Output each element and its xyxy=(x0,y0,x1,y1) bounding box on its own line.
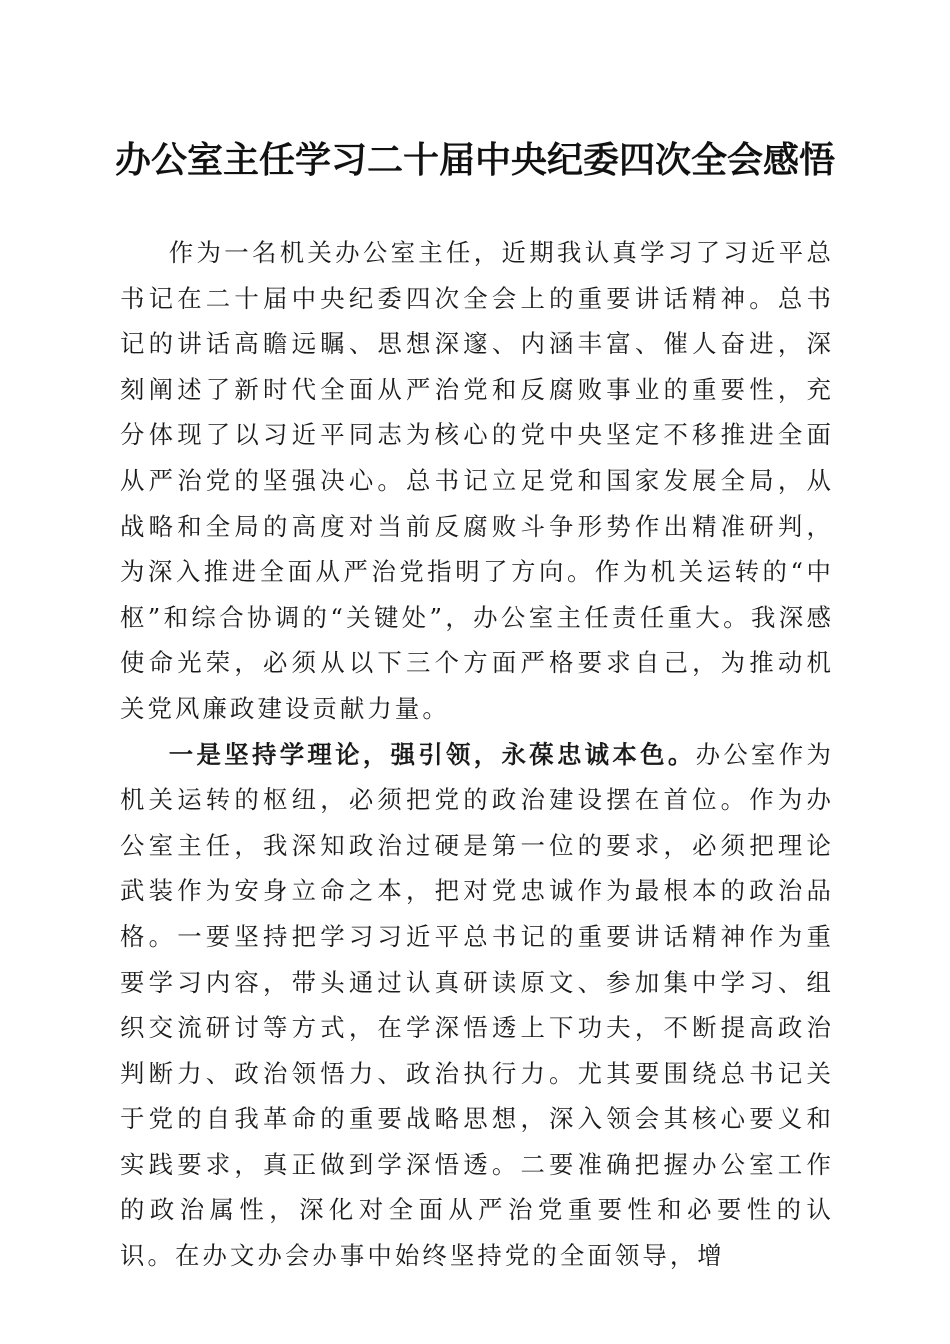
paragraph-point-one xyxy=(120,732,834,1279)
paragraph-text: 办公室作为机关运转的枢纽，必须把党的政治建设摆在首位。作为办公室主任，我深知政治过硬是第一位的要求，必须把理论武装作为安身立命之本，把对党忠诚作为最根本的政治品格。一要坚持把学习习近平总书记的重要讲话精神作为重要学习内容，带头通过认真研读原文、参加集中学习、组织交流研讨等方式，在学深悟透上下功夫，不断提高政治判断力、政治领悟力、政治执行力。尤其要围绕总书记关于党的自我革命的重要战略思想，深入领会其核心要义和实践要求，真正做到学深悟透。二要准确把握办公室工作的政治属性，深化对全面从严治党重要性和必要性的认识。在办文办会办事中始终坚持党的全面领导，增 xyxy=(120,739,834,1271)
paragraph-text: 作为一名机关办公室主任，近期我认真学习了习近平总书记在二十届中央纪委四次全会上的重要讲话精神。总书记的讲话高瞻远瞩、思想深邃、内涵丰富、催人奋进，深刻阐述了新时代全面从严治党和反腐败事业的重要性，充分体现了以习近平同志为核心的党中央坚定不移推进全面从严治党的坚强决心。总书记立足党和国家发展全局，从战略和全局的高度对当前反腐败斗争形势作出精准研判，为深入推进全面从严治党指明了方向。作为机关运转的“中枢”和综合协调的“关键处”，办公室主任责任重大。我深感使命光荣，必须从以下三个方面严格要求自己，为推动机关党风廉政建设贡献力量。 xyxy=(120,238,834,723)
document-body xyxy=(120,230,834,1279)
paragraph-lead: 一是坚持学理论，强引领，永葆忠诚本色。 xyxy=(168,739,696,769)
page-title: 办公室主任学习二十届中央纪委四次全会感悟 xyxy=(114,139,835,181)
paragraph-intro xyxy=(120,230,834,732)
